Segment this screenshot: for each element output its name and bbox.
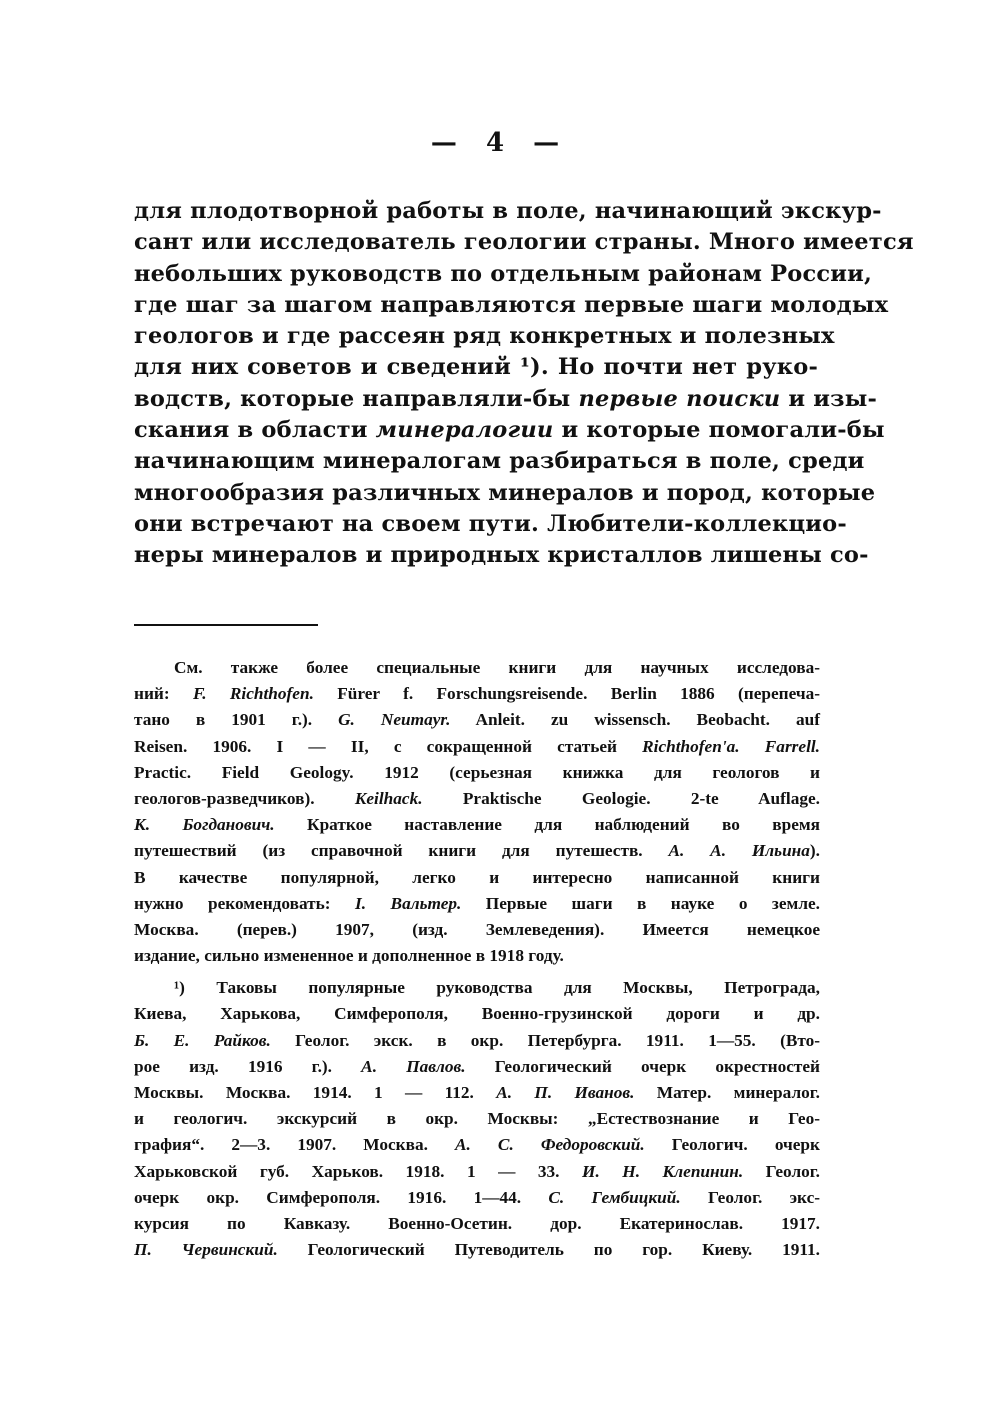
footnote-line — [134, 1237, 820, 1263]
text-run: Москва. (перев.) 1907, (изд. Землеведения). Имеется немецкое — [134, 919, 820, 939]
main-text-line — [134, 259, 873, 290]
footnote-line — [134, 1132, 820, 1158]
text-run: Геологич. очерк — [644, 1135, 820, 1155]
author-name: И. Н. Клепинин. — [582, 1161, 744, 1181]
footnote-line — [134, 943, 820, 969]
author-name: I. Вальтер. — [355, 893, 462, 913]
footnote-line — [134, 1211, 820, 1237]
main-text-line — [134, 227, 914, 258]
text-run: См. также более специальные книги для научных исследова- — [174, 658, 820, 677]
footnote-line — [134, 1080, 820, 1106]
main-text-line — [134, 321, 835, 352]
text-run: В качестве популярной, легко и интересно написанной книги — [134, 867, 820, 887]
text-run: путешествий (из справочной книги для путешеств. — [134, 841, 669, 861]
footnote-line — [134, 681, 820, 707]
author-name: G. Neumayr. — [338, 710, 451, 730]
text-run: неры минералов и природных кристаллов лишены со- — [134, 542, 869, 569]
text-run: Краткое наставление для наблюдений во время — [274, 815, 821, 835]
author-name: Richthofen'a. Farrell. — [642, 736, 820, 756]
text-run: тано в 1901 г.). — [134, 710, 339, 730]
text-run: ). — [809, 841, 820, 861]
main-text-line — [134, 415, 885, 446]
footnote-1 — [134, 975, 820, 1263]
footnote-line — [134, 975, 820, 1001]
footnote-references — [134, 655, 820, 969]
text-run: Киева, Харькова, Симферополя, Военно-грузинской дороги и др. — [134, 1004, 820, 1024]
footnote-line — [134, 1106, 820, 1132]
text-run: графия“. 2—3. 1907. Москва. — [134, 1135, 455, 1155]
text-run: и изы- — [780, 385, 878, 412]
author-name: F. Richthofen. — [192, 684, 314, 704]
author-name: А. П. Иванов. — [496, 1083, 635, 1102]
text-run: для плодотворной работы в поле, начинающий экскур- — [134, 198, 882, 224]
text-run: Матер. минералог. — [634, 1083, 820, 1102]
text-run: Practic. Field Geology. 1912 (серьезная книжка для геологов и — [134, 762, 820, 782]
author-name: С. Гембицкий. — [548, 1187, 681, 1207]
author-name: Keilhack. — [354, 788, 423, 808]
main-text-line — [134, 446, 865, 477]
page-number: — 4 — — [430, 128, 570, 158]
footnote-line — [134, 1185, 820, 1211]
text-run: курсия по Кавказу. Военно-Осетин. дор. Екатеринослав. 1917. — [134, 1213, 820, 1233]
main-text-line — [134, 540, 869, 571]
text-run: Fürer f. Forschungsreisende. Berlin 1886 (перепеча- — [313, 684, 821, 704]
footnote-line — [134, 1001, 820, 1027]
footnote-line — [134, 891, 820, 917]
main-text-line — [134, 352, 818, 383]
text-run: издание, сильно измененное и дополненное в 1918 году. — [134, 946, 564, 966]
text-run: Москвы. Москва. 1914. 1 — 112. — [134, 1083, 497, 1102]
footnote-line — [134, 786, 820, 812]
footnote-line — [134, 865, 820, 891]
author-name: А. Павлов. — [361, 1056, 466, 1076]
footnote-line — [134, 734, 820, 760]
footnotes — [134, 655, 820, 1263]
main-text-line — [134, 509, 847, 540]
author-name: Б. Е. Райков. — [134, 1030, 271, 1050]
footnote-divider — [134, 624, 318, 626]
footnote-line — [134, 917, 820, 943]
text-run: и которые помогали-бы — [553, 417, 885, 444]
main-text-line — [134, 384, 878, 415]
text-run: нужно рекомендовать: — [134, 893, 356, 913]
text-run: Геолог. экс- — [680, 1187, 820, 1207]
footnote-line — [134, 707, 820, 733]
main-text — [134, 196, 914, 572]
italic-text-run: первые поиски — [578, 385, 781, 412]
italic-text-run: минералогии — [375, 417, 554, 444]
footnote-line — [134, 1054, 820, 1080]
text-run: начинающим минералогам разбираться в поле, среди — [134, 448, 865, 475]
text-run: многообразия различных минералов и пород, которые — [134, 479, 876, 506]
text-run: Anleit. zu wissensch. Beobacht. auf — [450, 710, 820, 730]
footnote-line — [134, 812, 820, 838]
text-run: они встречают на своем пути. Любители-коллекцио- — [134, 510, 847, 537]
text-run: Геологический очерк окрестностей — [465, 1056, 820, 1076]
author-name: А. А. Ильина — [668, 841, 810, 861]
footnote-line — [134, 838, 820, 864]
text-run: для них советов и сведений ¹). Но почти нет руко- — [134, 354, 818, 381]
text-run: ний: — [134, 684, 193, 704]
text-run: небольших руководств по отдельным районам России, — [134, 260, 873, 287]
text-run: Геологический Путеводитель по гор. Киеву. 1911. — [277, 1240, 821, 1260]
main-text-line — [134, 478, 876, 509]
footnote-line — [134, 1159, 820, 1185]
text-run: ¹) Таковы популярные руководства для Москвы, Петрограда, — [174, 978, 820, 998]
footnote-line — [134, 760, 820, 786]
author-name: К. Богданович. — [134, 815, 275, 835]
text-run: и геологич. экскурсий в окр. Москвы: „Естествознание и Гео- — [134, 1109, 820, 1129]
author-name: А. С. Федоровский. — [455, 1135, 645, 1155]
text-run: геологов-разведчиков). — [134, 788, 355, 808]
text-run: водств, которые направляли-бы — [134, 385, 579, 412]
main-text-line — [134, 196, 882, 227]
text-run: Первые шаги в науке о земле. — [461, 893, 821, 913]
footnote-line — [134, 1028, 820, 1054]
text-run: очерк окр. Симферополя. 1916. 1—44. — [134, 1187, 549, 1207]
text-run: Геолог. — [743, 1161, 820, 1181]
text-run: где шаг за шагом направляются первые шаги молодых — [134, 291, 889, 318]
text-run: сант или исследователь геологии страны. Много имеется — [134, 229, 914, 256]
author-name: П. Червинский. — [134, 1240, 278, 1260]
footnote-line — [134, 655, 820, 681]
text-run: рое изд. 1916 г.). — [134, 1056, 362, 1076]
text-run: Геолог. экск. в окр. Петербурга. 1911. 1—55. (Вто- — [270, 1030, 821, 1050]
text-run: скания в области — [134, 417, 376, 444]
main-text-line — [134, 290, 889, 321]
text-run: геологов и где рассеян ряд конкретных и полезных — [134, 323, 835, 350]
text-run: Praktische Geologie. 2-te Auflage. — [422, 788, 821, 808]
text-run: Харьковской губ. Харьков. 1918. 1 — 33. — [134, 1161, 583, 1181]
text-run: Reisen. 1906. I — II, с сокращенной статьей — [134, 736, 643, 756]
